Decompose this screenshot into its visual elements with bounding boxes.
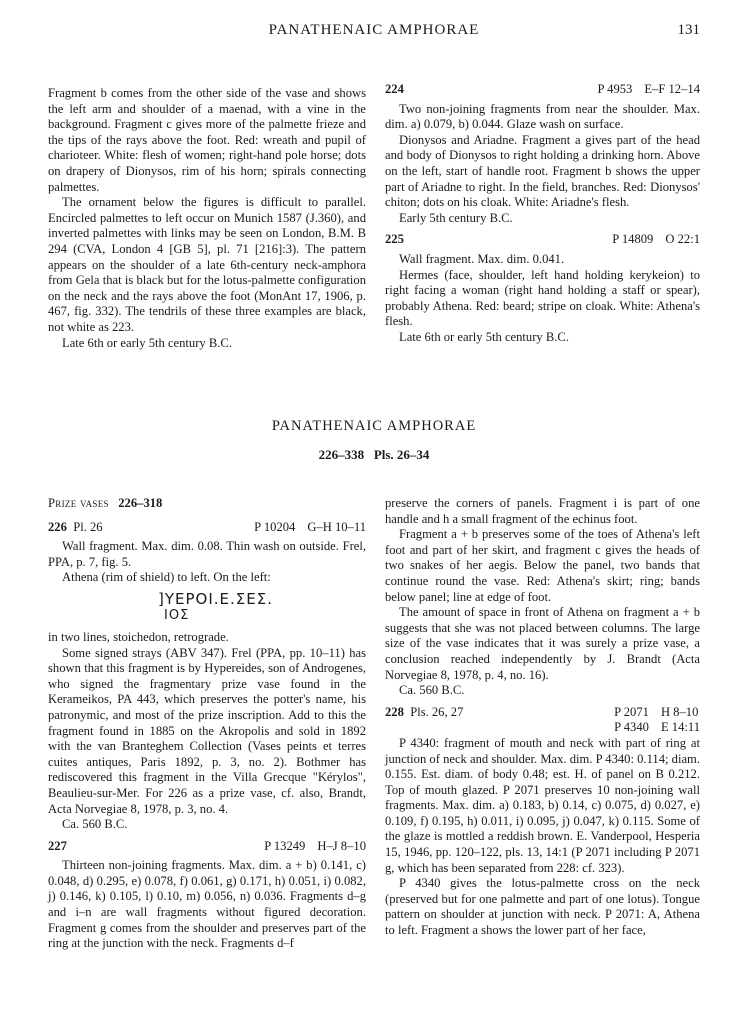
grid-reference: O 22:1 (665, 232, 700, 247)
grid-reference: H–J 8–10 (317, 838, 366, 853)
inventory-number: P 10204 (254, 519, 296, 534)
entry-224-heading (385, 82, 700, 98)
entry-227-heading (48, 839, 366, 855)
entry-number: 226 (48, 519, 67, 534)
paragraph: Wall fragment. Max. dim. 0.041. (399, 251, 565, 266)
entry-number: 224 (385, 82, 404, 96)
section-title: PANATHENAIC AMPHORAE (271, 418, 477, 434)
paragraph: Dionysos and Ariadne. Fragment a gives part of the head and body of Dionysos to right holding a drinking horn. Above on the left, start of handle root. Fragment b shows the upper part of Ariadne to right. In the field, branches. Red: Dionysos' chiton; dots on his cloak. White: Ariadne's flesh. (385, 132, 700, 210)
date-line: Late 6th or early 5th century B.C. (399, 329, 569, 344)
date-line: Ca. 560 B.C. (62, 817, 128, 832)
inventory-number: P 13249 (264, 838, 306, 853)
inscription-drawing (158, 590, 366, 628)
running-header (0, 22, 748, 42)
bottom-right-column (385, 496, 700, 939)
page-number: 131 (677, 22, 700, 38)
paragraph: preserve the corners of panels. Fragment i is part of one handle and h a small fragment of the echinus foot. (385, 496, 700, 526)
inventory-number: P 14809 (612, 232, 654, 247)
inventory-number: P 4340 (614, 720, 649, 735)
entry-225-heading (385, 232, 700, 248)
section-heading (0, 418, 748, 463)
running-title: PANATHENAIC AMPHORAE (268, 22, 480, 38)
section-plates: Pls. 26–34 (373, 447, 430, 462)
paragraph: Two non-joining fragments from near the shoulder. Max. dim. a) 0.079, b) 0.044. Glaze wash on surface. (385, 101, 700, 132)
entry-226-heading (48, 520, 366, 536)
entry-number: 225 (385, 232, 404, 247)
entry-number: 228 (385, 704, 404, 719)
entry-number: 227 (48, 838, 67, 853)
paragraph: Thirteen non-joining fragments. Max. dim. a + b) 0.141, c) 0.048, d) 0.295, e) 0.078, f) 0.061, g) 0.171, h) 0.051, i) 0.082, j) 0.146, k) 0.105, l) 0.10, m) 0.056, n) 0.036. Fragments d–g and i–n are wall fragments without figured decoration. Fragment g comes from the shoulder and preserves part of the ring at the junction with the neck. Fragments d–f (48, 858, 366, 951)
grid-reference: E–F 12–14 (644, 82, 700, 96)
date-line: Ca. 560 B.C. (399, 683, 465, 698)
paragraph: Some signed strays (ABV 347). Frel (PPA, pp. 10–11) has shown that this fragment is by Hypereides, son of Androgenes, who signed the fragmentary prize vase found in the Kerameikos, PA 443, which preserves the potter's name, his patronymic, and most of the prize inscription. Add to this the fragment found in 1885 on the Akropolis and sold in 1892 with the van Branteghem Collection (Vases peints et terres cuites antiques, Paris 1892, p. 3, no. 2). Bothmer has rediscovered this fragment in the Villa Grecque "Kérylos", Beaulieu-sur-Mer. For 226 as a prize vase, cf. also, Brandt, Acta Norvegiae 8, 1978, p. 3, no. 4. (48, 645, 366, 816)
top-right-column (385, 78, 700, 346)
bottom-left-column (48, 496, 366, 952)
paragraph: Hermes (face, shoulder, left hand holding kerykeion) to right facing a woman (right hand holding a staff or spear), probably Athena. Red: beard; stripe on cloak. White: Athena's flesh. (385, 267, 700, 329)
section-subtitle (0, 447, 748, 463)
grid-reference: G–H 10–11 (307, 519, 366, 534)
prize-range: 226–318 (118, 496, 163, 510)
grid-reference: H 8–10 (660, 704, 699, 719)
section-range: 226–338 (318, 447, 365, 462)
date-line: Early 5th century B.C. (399, 210, 513, 225)
paragraph: Fragment a + b preserves some of the toes of Athena's left foot and part of her skirt, and fragment c gives the heads of two snakes of her aegis. Below the panel, two bands that continue round the vase. Red: Athena's skirt; ring; bands below panel; line at edge of foot. (385, 527, 700, 604)
paragraph: The ornament below the figures is difficult to parallel. Encircled palmettes to left occur on Munich 1587 (J.360), and inverted palmettes with links may be seen on London, B.M. B 294 (CVA, London 4 [GB 5], pl. 71 [216]:3). The pattern appears on the shoulder of a late 6th-century neck-amphora from Gela that is black but for the lotus-palmette configuration on the neck and the rays above the foot (MonAnt 17, 1906, p. 467, fig. 332). The tendrils of these three examples are black, not white as 223. (48, 195, 366, 334)
inventory-number: P 2071 (614, 704, 649, 719)
plate-ref: Pls. 26, 27 (410, 704, 464, 719)
paragraph: Athena (rim of shield) to left. On the left: (62, 570, 271, 585)
prize-vases-heading (48, 496, 366, 512)
entry-228-heading (385, 705, 700, 736)
paragraph: in two lines, stoichedon, retrograde. (48, 629, 229, 644)
paragraph: Wall fragment. Max. dim. 0.08. Thin wash on outside. Frel, PPA, p. 7, fig. 5. (48, 539, 366, 569)
paragraph: P 4340 gives the lotus-palmette cross on the neck (preserved but for one palmette and part of one lotus). Tongue pattern on shoulder at junction with neck. P 2071: A, Athena to left. Fragment a shows the lower part of her face, (385, 876, 700, 938)
plate-ref: Pl. 26 (73, 519, 103, 534)
paragraph: P 4340: fragment of mouth and neck with part of ring at junction of neck and shoulder. Max. dim. P 4340: 0.114; diam. 0.155. Est. diam. of body 0.48; est. H. of panel on B 0.212. Top of mouth glazed. P 2071 preserves 10 non-joining wall fragments. Max. dim. a) 0.183, b) 0.14, c) 0.075, d) 0.027, e) 0.109, f) 0.195, h) 0.011, i) 0.095, j) 0.047, k) 0.115. Some of the glaze is mottled a reddish brown. E. Vanderpool, Hesperia 15, 1946, pp. 120–122, pls. 13, 14:1 (P 2071 including P 2071 g, which has been separated from 228: cf. 323). (385, 735, 700, 875)
top-left-column (48, 86, 366, 351)
inscription-line-1: ]ΥΕΡΟΙ.Ε.ΣΕΣ. (158, 589, 273, 608)
inventory-number: P 4953 (597, 82, 633, 96)
date-line: Late 6th or early 5th century B.C. (62, 335, 232, 350)
prize-label: Prize vases (48, 496, 109, 510)
paragraph: The amount of space in front of Athena on fragment a + b suggests that she was not placed between columns. The large size of the vase indicates that it was surely a prize vase, a conclusion reached independently by J. Brandt (Acta Norvegiae 8, 1978, p. 4, no. 16). (385, 605, 700, 682)
inscription-line-2: ΙΟΣ (164, 607, 190, 623)
paragraph: Fragment b comes from the other side of the vase and shows the left arm and shoulder of a maenad, with a vine in the background. Fragment c gives more of the palmette frieze and the tips of the rays above the foot. Red: wreath and pupil of charioteer. White: flesh of women; right-hand pole horse; dots on drapery of Dionysos, rim of his horn; spirals connecting palmettes. (48, 86, 366, 194)
grid-reference: E 14:11 (660, 720, 700, 735)
